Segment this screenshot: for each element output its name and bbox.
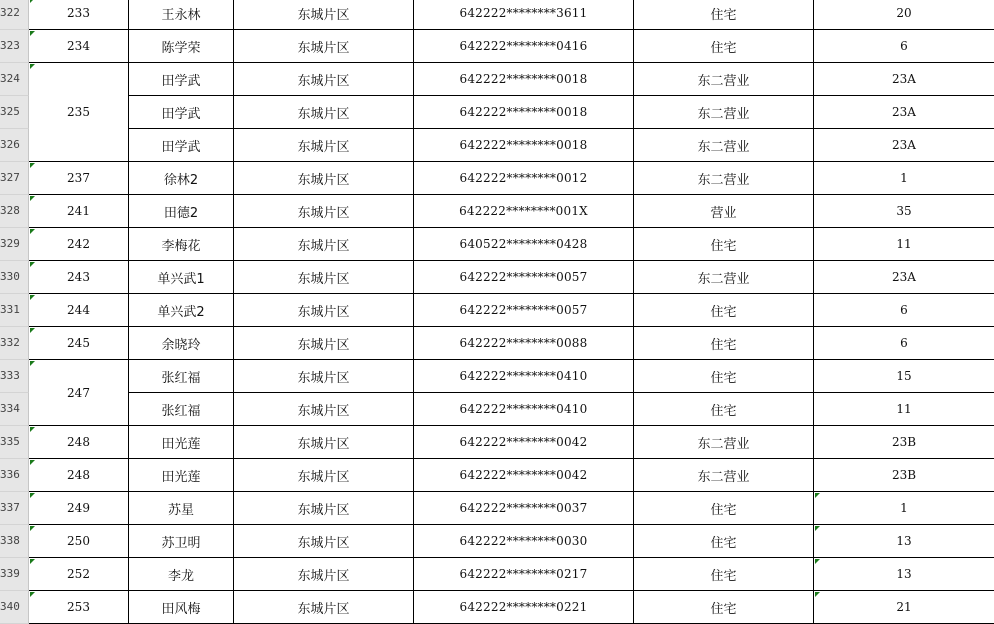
id-number-cell[interactable]	[414, 96, 634, 129]
number-cell[interactable]	[29, 294, 129, 327]
district-cell[interactable]	[234, 294, 414, 327]
number-cell-text: 253	[67, 600, 90, 614]
usage-type-cell[interactable]	[634, 129, 814, 162]
name-cell[interactable]	[129, 195, 234, 228]
name-cell-text: 单兴武2	[157, 304, 205, 320]
table-row	[0, 558, 994, 591]
id-number-cell[interactable]	[414, 459, 634, 492]
table-row	[0, 30, 994, 63]
id-number-cell[interactable]	[414, 558, 634, 591]
id-number-cell-text: 642222********0042	[459, 435, 588, 449]
value-cell[interactable]	[814, 195, 994, 228]
district-cell[interactable]	[234, 162, 414, 195]
name-cell[interactable]	[129, 63, 234, 96]
error-indicator-icon	[30, 592, 35, 597]
name-cell[interactable]	[129, 30, 234, 63]
error-indicator-icon	[30, 493, 35, 498]
name-cell-text: 田光莲	[161, 436, 201, 452]
name-cell-text: 徐林2	[163, 172, 199, 188]
error-indicator-icon	[30, 31, 35, 36]
name-cell-text: 苏星	[167, 502, 194, 518]
name-cell-text: 田光莲	[161, 469, 201, 485]
name-cell-text: 李龙	[167, 568, 194, 584]
name-cell-text: 陈学荣	[161, 40, 201, 56]
value-cell-text: 13	[896, 567, 912, 581]
error-indicator-icon	[30, 196, 35, 201]
district-cell-text: 东城片区	[297, 271, 350, 287]
number-cell-text: 237	[67, 171, 90, 185]
id-number-cell[interactable]	[414, 360, 634, 393]
name-cell-text: 田学武	[161, 73, 201, 89]
id-number-cell[interactable]	[414, 30, 634, 63]
name-cell-text: 李梅花	[161, 238, 201, 254]
id-number-cell[interactable]	[414, 525, 634, 558]
usage-type-cell-text: 住宅	[710, 238, 737, 254]
value-cell[interactable]	[814, 228, 994, 261]
id-number-cell-text: 642222********0042	[459, 468, 588, 482]
id-number-cell[interactable]	[414, 393, 634, 426]
usage-type-cell[interactable]	[634, 459, 814, 492]
table-row	[0, 426, 994, 459]
id-number-cell-text: 642222********0018	[459, 105, 588, 119]
table-row	[0, 459, 994, 492]
value-cell-text: 15	[896, 369, 912, 383]
district-cell-text: 东城片区	[297, 73, 350, 89]
value-cell-text: 1	[900, 501, 908, 515]
value-cell-text: 13	[896, 534, 912, 548]
usage-type-cell[interactable]	[634, 96, 814, 129]
name-cell-text: 王永林	[161, 7, 201, 23]
district-cell[interactable]	[234, 261, 414, 294]
number-cell[interactable]	[29, 195, 129, 228]
id-number-cell[interactable]	[414, 63, 634, 96]
usage-type-cell-text: 东二营业	[697, 106, 750, 122]
number-cell-text: 252	[67, 567, 90, 581]
number-cell-text: 248	[67, 468, 90, 482]
row-header[interactable]: 336	[0, 459, 29, 492]
usage-type-cell[interactable]	[634, 0, 814, 30]
number-cell-text: 250	[67, 534, 90, 548]
usage-type-cell[interactable]	[634, 195, 814, 228]
row-header[interactable]: 323	[0, 30, 29, 63]
value-cell[interactable]	[814, 63, 994, 96]
name-cell[interactable]	[129, 360, 234, 393]
id-number-cell-text: 642222********0217	[459, 567, 588, 581]
number-cell[interactable]	[29, 591, 129, 624]
table-row	[0, 360, 994, 400]
error-indicator-icon	[815, 592, 820, 597]
number-cell[interactable]	[29, 261, 129, 294]
number-cell[interactable]	[29, 426, 129, 459]
district-cell-text: 东城片区	[297, 172, 350, 188]
name-cell[interactable]	[129, 558, 234, 591]
usage-type-cell-text: 住宅	[710, 502, 737, 518]
value-cell[interactable]	[814, 558, 994, 591]
value-cell-text: 6	[900, 39, 908, 53]
name-cell-text: 张红福	[161, 403, 201, 419]
row-header[interactable]: 327	[0, 162, 29, 195]
value-cell-text: 11	[896, 402, 912, 416]
name-cell[interactable]	[129, 129, 234, 162]
usage-type-cell-text: 东二营业	[697, 139, 750, 155]
number-cell-text: 245	[67, 336, 90, 350]
usage-type-cell[interactable]	[634, 591, 814, 624]
id-number-cell-text: 642222********0037	[459, 501, 588, 515]
value-cell-text: 6	[900, 303, 908, 317]
district-cell[interactable]	[234, 327, 414, 360]
id-number-cell-text: 642222********3611	[459, 6, 588, 20]
name-cell[interactable]	[129, 591, 234, 624]
number-cell-text: 235	[67, 105, 90, 119]
value-cell[interactable]	[814, 162, 994, 195]
id-number-cell[interactable]	[414, 591, 634, 624]
id-number-cell[interactable]	[414, 162, 634, 195]
id-number-cell-text: 642222********0018	[459, 138, 588, 152]
row-header[interactable]: 335	[0, 426, 29, 459]
usage-type-cell-text: 住宅	[710, 7, 737, 23]
error-indicator-icon	[30, 361, 35, 366]
name-cell[interactable]	[129, 162, 234, 195]
value-cell[interactable]	[814, 492, 994, 525]
district-cell-text: 东城片区	[297, 601, 350, 617]
name-cell[interactable]	[129, 294, 234, 327]
row-header[interactable]: 334	[0, 393, 29, 426]
usage-type-cell[interactable]	[634, 426, 814, 459]
name-cell[interactable]	[129, 228, 234, 261]
error-indicator-icon	[30, 163, 35, 168]
district-cell-text: 东城片区	[297, 139, 350, 155]
table-row	[0, 261, 994, 294]
table-row	[0, 327, 994, 360]
id-number-cell-text: 642222********0012	[459, 171, 588, 185]
table-row	[0, 393, 994, 426]
id-number-cell[interactable]	[414, 327, 634, 360]
error-indicator-icon	[815, 493, 820, 498]
number-cell[interactable]	[29, 0, 129, 30]
usage-type-cell[interactable]	[634, 360, 814, 393]
number-cell-text: 242	[67, 237, 90, 251]
name-cell-text: 苏卫明	[161, 535, 201, 551]
error-indicator-icon	[30, 460, 35, 465]
number-cell[interactable]	[29, 459, 129, 492]
value-cell[interactable]	[814, 30, 994, 63]
table-row	[0, 492, 994, 525]
id-number-cell-text: 642222********0057	[459, 270, 588, 284]
error-indicator-icon	[30, 559, 35, 564]
district-cell-text: 东城片区	[297, 535, 350, 551]
name-cell-text: 田学武	[161, 139, 201, 155]
usage-type-cell[interactable]	[634, 558, 814, 591]
name-cell[interactable]	[129, 261, 234, 294]
value-cell-text: 23A	[892, 138, 916, 152]
district-cell-text: 东城片区	[297, 7, 350, 23]
row-header[interactable]: 326	[0, 129, 29, 162]
error-indicator-icon	[30, 0, 35, 3]
district-cell[interactable]	[234, 228, 414, 261]
district-cell-text: 东城片区	[297, 238, 350, 254]
district-cell[interactable]	[234, 195, 414, 228]
name-cell[interactable]	[129, 459, 234, 492]
district-cell[interactable]	[234, 459, 414, 492]
number-cell-text: 244	[67, 303, 90, 317]
table-row	[0, 162, 994, 195]
value-cell-text: 23A	[892, 270, 916, 284]
row-header[interactable]: 331	[0, 294, 29, 327]
table-row	[0, 96, 994, 129]
district-cell[interactable]	[234, 63, 414, 96]
number-cell[interactable]	[29, 30, 129, 63]
district-cell[interactable]	[234, 129, 414, 162]
usage-type-cell-text: 住宅	[710, 601, 737, 617]
usage-type-cell[interactable]	[634, 261, 814, 294]
usage-type-cell-text: 东二营业	[697, 271, 750, 287]
value-cell-text: 21	[896, 600, 912, 614]
row-header[interactable]: 339	[0, 558, 29, 591]
district-cell[interactable]	[234, 0, 414, 30]
district-cell-text: 东城片区	[297, 568, 350, 584]
name-cell-text: 余晓玲	[161, 337, 201, 353]
value-cell[interactable]	[814, 360, 994, 393]
usage-type-cell-text: 东二营业	[697, 73, 750, 89]
row-header[interactable]: 328	[0, 195, 29, 228]
number-cell[interactable]	[29, 525, 129, 558]
id-number-cell[interactable]	[414, 426, 634, 459]
name-cell[interactable]	[129, 525, 234, 558]
row-header[interactable]: 332	[0, 327, 29, 360]
district-cell-text: 东城片区	[297, 304, 350, 320]
value-cell[interactable]	[814, 459, 994, 492]
id-number-cell-text: 642222********0030	[459, 534, 588, 548]
district-cell[interactable]	[234, 492, 414, 525]
number-cell-text: 243	[67, 270, 90, 284]
id-number-cell-text: 642222********0057	[459, 303, 588, 317]
value-cell[interactable]	[814, 525, 994, 558]
value-cell[interactable]	[814, 0, 994, 30]
district-cell[interactable]	[234, 525, 414, 558]
number-cell[interactable]	[29, 228, 129, 261]
row-header[interactable]: 333	[0, 360, 29, 393]
usage-type-cell-text: 住宅	[710, 403, 737, 419]
name-cell[interactable]	[129, 0, 234, 30]
district-cell-text: 东城片区	[297, 106, 350, 122]
value-cell-text: 23B	[891, 435, 917, 449]
name-cell[interactable]	[129, 426, 234, 459]
name-cell[interactable]	[129, 393, 234, 426]
district-cell-text: 东城片区	[297, 205, 350, 221]
error-indicator-icon	[815, 559, 820, 564]
error-indicator-icon	[30, 328, 35, 333]
row-header[interactable]: 338	[0, 525, 29, 558]
error-indicator-icon	[30, 262, 35, 267]
value-cell-text: 6	[900, 336, 908, 350]
usage-type-cell-text: 东二营业	[697, 469, 750, 485]
name-cell-text: 田学武	[161, 106, 201, 122]
usage-type-cell-text: 东二营业	[697, 436, 750, 452]
value-cell-text: 23B	[891, 468, 917, 482]
id-number-cell-text: 642222********0410	[459, 369, 588, 383]
usage-type-cell[interactable]	[634, 393, 814, 426]
number-cell[interactable]	[29, 63, 129, 162]
number-cell-text: 249	[67, 501, 90, 515]
usage-type-cell[interactable]	[634, 30, 814, 63]
id-number-cell-text: 642222********0410	[459, 402, 588, 416]
usage-type-cell[interactable]	[634, 162, 814, 195]
district-cell[interactable]	[234, 591, 414, 624]
error-indicator-icon	[30, 427, 35, 432]
usage-type-cell[interactable]	[634, 228, 814, 261]
number-cell[interactable]	[29, 360, 129, 426]
usage-type-cell-text: 营业	[710, 205, 737, 221]
name-cell-text: 田德2	[163, 205, 199, 221]
table-row	[0, 591, 994, 624]
value-cell[interactable]	[814, 327, 994, 360]
id-number-cell-text: 640522********0428	[459, 237, 588, 251]
value-cell[interactable]	[814, 129, 994, 162]
number-cell-text: 241	[67, 204, 90, 218]
id-number-cell[interactable]	[414, 129, 634, 162]
name-cell[interactable]	[129, 492, 234, 525]
id-number-cell-text: 642222********0088	[459, 336, 588, 350]
district-cell[interactable]	[234, 30, 414, 63]
name-cell-text: 田风梅	[161, 601, 201, 617]
id-number-cell-text: 642222********0221	[459, 600, 588, 614]
district-cell-text: 东城片区	[297, 502, 350, 518]
row-header[interactable]: 337	[0, 492, 29, 525]
number-cell-text: 248	[67, 435, 90, 449]
value-cell[interactable]	[814, 393, 994, 426]
table-row	[0, 0, 994, 30]
value-cell[interactable]	[814, 294, 994, 327]
district-cell[interactable]	[234, 360, 414, 393]
district-cell[interactable]	[234, 393, 414, 426]
usage-type-cell[interactable]	[634, 294, 814, 327]
value-cell-text: 11	[896, 237, 912, 251]
error-indicator-icon	[30, 526, 35, 531]
id-number-cell[interactable]	[414, 0, 634, 30]
error-indicator-icon	[30, 295, 35, 300]
table-row	[0, 228, 994, 261]
row-header[interactable]: 322	[0, 0, 29, 30]
value-cell[interactable]	[814, 261, 994, 294]
id-number-cell-text: 642222********001X	[459, 204, 588, 218]
id-number-cell[interactable]	[414, 492, 634, 525]
table-row	[0, 195, 994, 228]
value-cell-text: 23A	[892, 105, 916, 119]
table-row	[0, 525, 994, 558]
value-cell[interactable]	[814, 426, 994, 459]
error-indicator-icon	[815, 526, 820, 531]
usage-type-cell-text: 住宅	[710, 337, 737, 353]
number-cell[interactable]	[29, 492, 129, 525]
row-header[interactable]: 340	[0, 591, 29, 624]
usage-type-cell[interactable]	[634, 327, 814, 360]
id-number-cell[interactable]	[414, 195, 634, 228]
id-number-cell-text: 642222********0018	[459, 72, 588, 86]
number-cell[interactable]	[29, 162, 129, 195]
error-indicator-icon	[30, 229, 35, 234]
district-cell[interactable]	[234, 426, 414, 459]
error-indicator-icon	[30, 64, 35, 69]
usage-type-cell-text: 东二营业	[697, 172, 750, 188]
row-header[interactable]: 324	[0, 63, 29, 96]
id-number-cell[interactable]	[414, 228, 634, 261]
id-number-cell[interactable]	[414, 261, 634, 294]
district-cell-text: 东城片区	[297, 370, 350, 386]
value-cell-text: 35	[896, 204, 912, 218]
district-cell-text: 东城片区	[297, 436, 350, 452]
name-cell[interactable]	[129, 96, 234, 129]
usage-type-cell-text: 住宅	[710, 370, 737, 386]
row-header[interactable]: 325	[0, 96, 29, 129]
value-cell[interactable]	[814, 591, 994, 624]
value-cell-text: 1	[900, 171, 908, 185]
usage-type-cell-text: 住宅	[710, 535, 737, 551]
value-cell-text: 23A	[892, 72, 916, 86]
number-cell[interactable]	[29, 327, 129, 360]
usage-type-cell-text: 住宅	[710, 304, 737, 320]
name-cell-text: 张红福	[161, 370, 201, 386]
usage-type-cell-text: 住宅	[710, 40, 737, 56]
table-row	[0, 294, 994, 327]
usage-type-cell[interactable]	[634, 63, 814, 96]
table-row	[0, 129, 994, 162]
district-cell[interactable]	[234, 558, 414, 591]
district-cell[interactable]	[234, 96, 414, 129]
usage-type-cell[interactable]	[634, 492, 814, 525]
name-cell-text: 单兴武1	[157, 271, 205, 287]
usage-type-cell-text: 住宅	[710, 568, 737, 584]
name-cell[interactable]	[129, 327, 234, 360]
number-cell-text: 247	[67, 385, 90, 400]
usage-type-cell[interactable]	[634, 525, 814, 558]
number-cell-text: 233	[67, 6, 90, 20]
district-cell-text: 东城片区	[297, 469, 350, 485]
row-header[interactable]: 330	[0, 261, 29, 294]
number-cell-text: 234	[67, 39, 90, 53]
value-cell-text: 20	[896, 6, 912, 20]
id-number-cell-text: 642222********0416	[459, 39, 588, 53]
district-cell-text: 东城片区	[297, 337, 350, 353]
id-number-cell[interactable]	[414, 294, 634, 327]
row-header[interactable]: 329	[0, 228, 29, 261]
district-cell-text: 东城片区	[297, 403, 350, 419]
district-cell-text: 东城片区	[297, 40, 350, 56]
value-cell[interactable]	[814, 96, 994, 129]
number-cell[interactable]	[29, 558, 129, 591]
